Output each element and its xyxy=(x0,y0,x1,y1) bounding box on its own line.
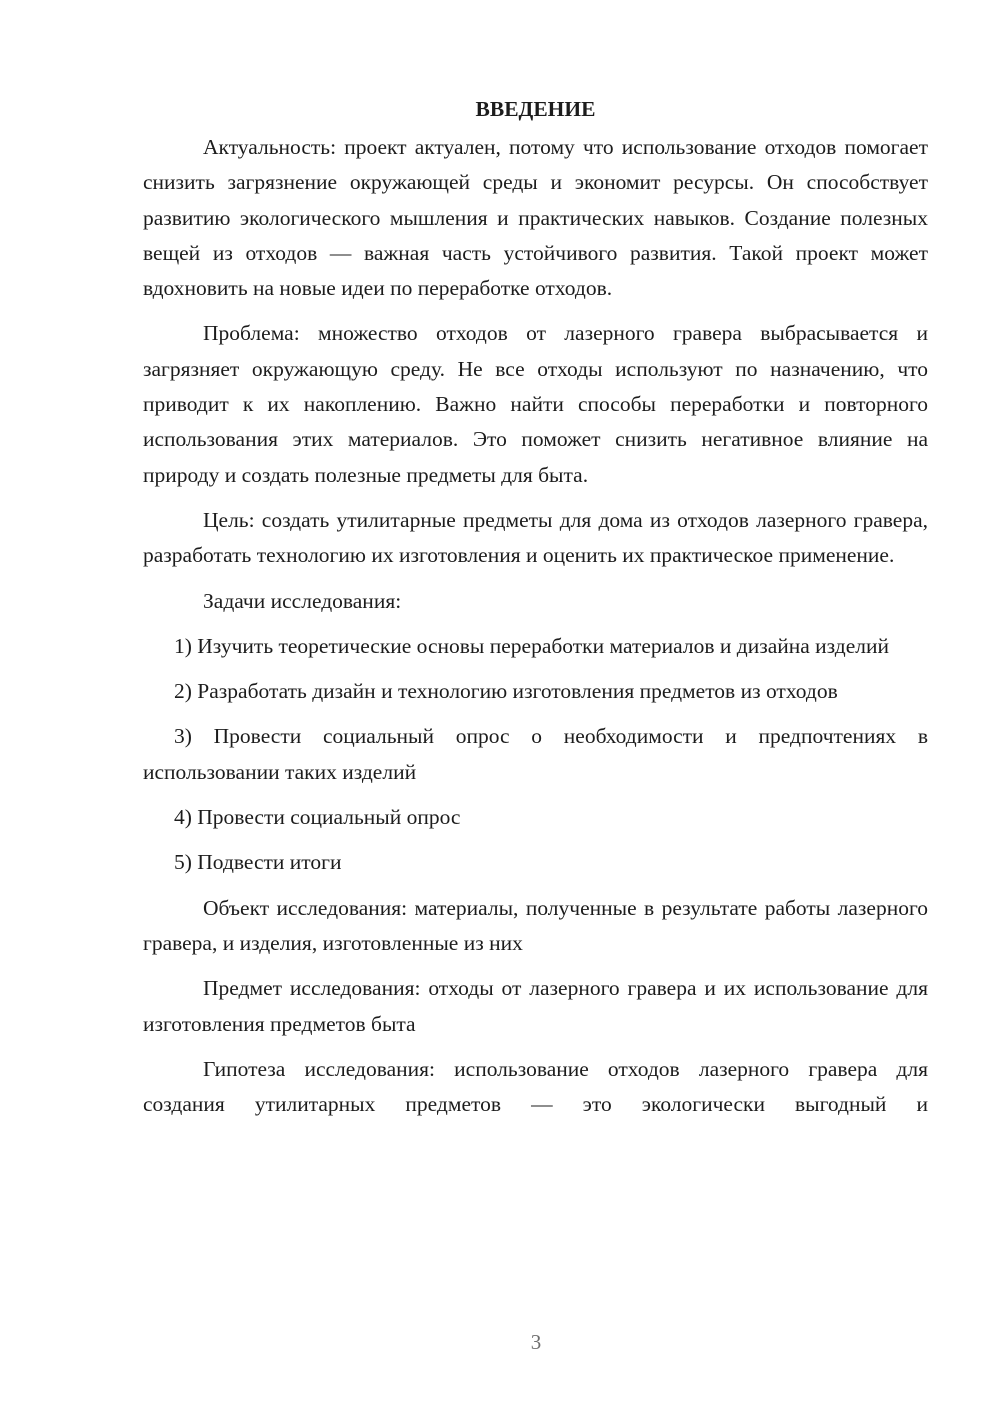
paragraph-subject: Предмет исследования: отходы от лазерного гравера и их использование для изготовления предметов быта xyxy=(143,976,928,1036)
task-item-3: 3) Провести социальный опрос о необходимости и предпочтениях в использовании таких изделий xyxy=(143,724,928,784)
task-item-1: 1) Изучить теоретические основы переработки материалов и дизайна изделий xyxy=(174,633,890,658)
section-title: ВВЕДЕНИЕ xyxy=(475,97,596,121)
paragraph-object: Объект исследования: материалы, полученные в результате работы лазерного гравера, и изделия, изготовленные из них xyxy=(143,895,928,955)
paragraph-goal: Цель: создать утилитарные предметы для дома из отходов лазерного гравера, разработать технологию их изготовления и оценить их практическое применение. xyxy=(143,507,928,568)
tasks-heading: Задачи исследования: xyxy=(203,588,402,613)
paragraph-hypothesis: Гипотеза исследования: использование отходов лазерного гравера для создания утилитарных предметов — это экологически выгодный и xyxy=(143,1056,928,1117)
paragraph-relevance: Актуальность: проект актуален, потому что использование отходов помогает снизить загрязнение окружающей среды и экономит ресурсы. Он способствует развитию экологического мышления и практических навыков. Создание полезных вещей из отходов — важная часть устойчивого развития. Такой проект может вдохновить на новые идеи по переработке отходов. xyxy=(143,135,928,301)
document-page xyxy=(143,92,928,1132)
page-number: 3 xyxy=(530,1330,542,1354)
task-item-2: 2) Разработать дизайн и технологию изготовления предметов из отходов xyxy=(174,679,838,704)
task-item-5: 5) Подвести итоги xyxy=(174,850,342,875)
task-item-4: 4) Провести социальный опрос xyxy=(174,805,461,830)
paragraph-problem: Проблема: множество отходов от лазерного гравера выбрасывается и загрязняет окружающую среду. Не все отходы используют по назначению, что приводит к их накоплению. Важно найти способы переработки и повторного использования этих материалов. Это поможет снизить негативное влияние на природу и создать полезные предметы для быта. xyxy=(143,321,928,487)
